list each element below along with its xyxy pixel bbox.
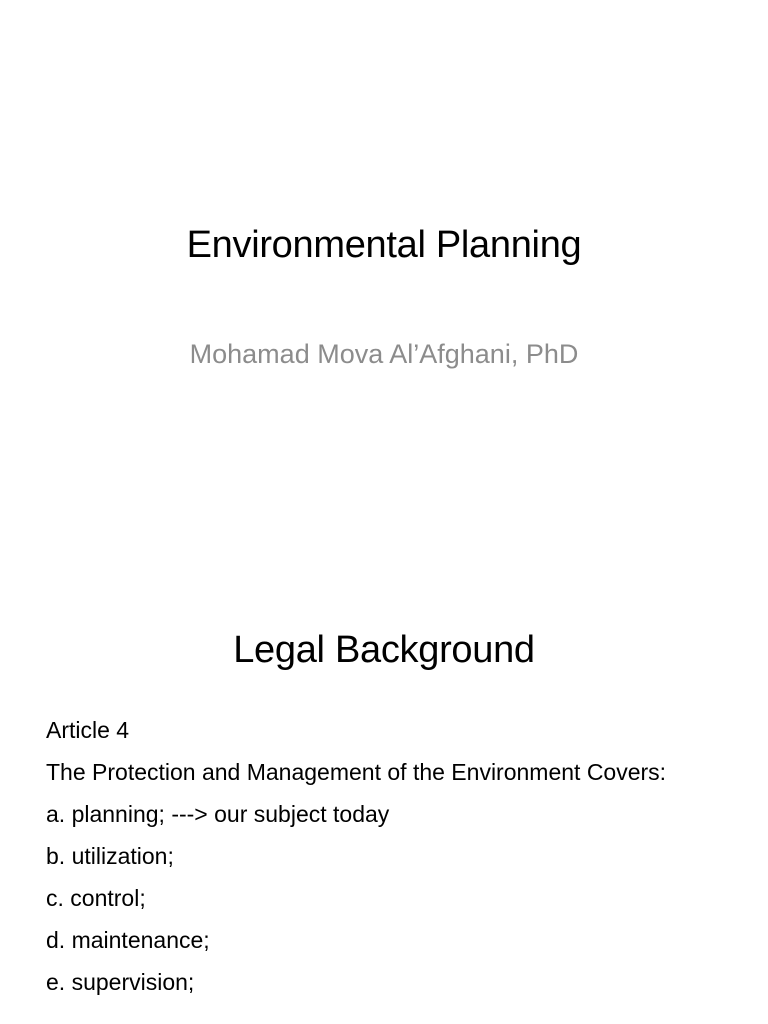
slide-title: Environmental Planning	[186, 224, 582, 266]
article-intro: The Protection and Management of the Environment Covers:	[46, 759, 667, 785]
slide-title: Legal Background	[233, 629, 535, 671]
list-item: c. control;	[46, 885, 146, 911]
legal-background-slide	[0, 576, 768, 1024]
slide-body	[46, 714, 720, 1008]
list-item: e. supervision;	[46, 969, 195, 995]
slide-subtitle-author: Mohamad Mova Al’Afghani, PhD	[189, 339, 579, 369]
list-item: a. planning; ---> our subject today	[46, 801, 390, 827]
list-item: b. utilization;	[46, 843, 174, 869]
list-item: d. maintenance;	[46, 927, 210, 953]
article-heading: Article 4	[46, 717, 130, 743]
